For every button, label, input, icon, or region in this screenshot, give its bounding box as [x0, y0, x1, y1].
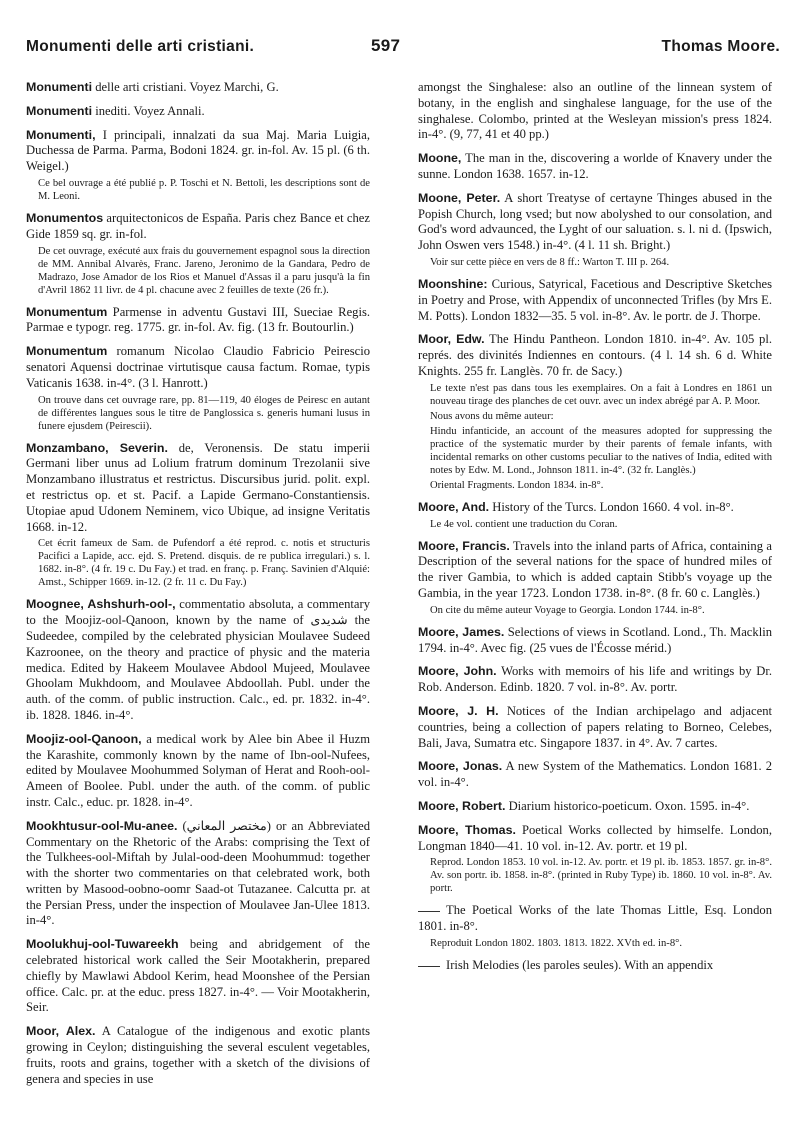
- entry-text: Irish Melodies (les paroles seules). With an appendix: [446, 957, 714, 972]
- entry-heading: Monumenti: [26, 103, 93, 118]
- running-header-right: Thomas Moore.: [661, 38, 780, 55]
- entry-note: On trouve dans cet ouvrage rare, pp. 81—119, 40 éloges de Peiresc en autant de différentes langues sous le titre de Panglossica s. generis humani lusus in funere ejusdem (Peirescii).: [38, 394, 370, 432]
- entry-heading: Moore, J. H.: [418, 703, 499, 718]
- catalog-entry: [418, 277, 772, 324]
- entry-heading: Mookhtusur-ool-Mu-anee.: [26, 818, 178, 833]
- entry-heading: Monumentos: [26, 210, 104, 225]
- entry-text: arquitectonicos de España. Paris chez Bance et chez Gide 1859 sq. gr. in-fol.: [26, 210, 370, 241]
- entry-note: Le texte n'est pas dans tous les exemplaires. On a fait à Londres en 1861 un nouveau tirage des planches de cet ouvr. avec un index abrégé par A. P. Moor.: [430, 382, 772, 407]
- ditto-dash: [418, 911, 440, 912]
- entry-note: Nous avons du même auteur:: [430, 410, 554, 422]
- entry-text: de, Veronensis. De statu imperii Germani liber unus ad Lolium fratrum dominum Trezolanii sive Monzambano illustratus et restrictus. Discursibus jurid. polit. expl. et restrictus op. et st. Pacif. a Lapide Germano-Constantiensis. Utopiae apud Udonem Neminem, vico Ubique, ad insigne Veritatis 1668. in-12.: [26, 440, 370, 534]
- catalog-entry: [26, 819, 370, 930]
- entry-text: a medical work by Alee bin Abee il Huzm the Karashite, commonly known by the name of Ibn-ool-Nufees, edited by Moulavee Moohummed Solyman of Herat and Rooh-ool-Ameen of Boolee. Publ. under the auth. of the comm. of public instr. Calc., educ. pr. 1828. in-4°.: [26, 731, 370, 809]
- entry-text: Notices of the Indian archipelago and adjacent countries, being a collection of papers relating to Borneo, Celebes, Bali, Java, Sumatra etc. Singapore 1837. in 4°. Av. 7 cartes.: [418, 703, 772, 750]
- catalog-entry: [418, 823, 772, 896]
- entry-note: Reproduit London 1802. 1803. 1813. 1822. XVth ed. in-8°.: [430, 937, 682, 949]
- right-column: [418, 80, 772, 982]
- entry-text: The man in the, discovering a worlde of Knavery under the sunne. London 1638. 1657. in-12.: [418, 151, 772, 181]
- left-column: [26, 80, 370, 1095]
- entry-text: inediti. Voyez Annali.: [92, 103, 205, 118]
- entry-text: Works with memoirs of his life and writings by Dr. Rob. Anderson. Edinb. 1820. 7 vol. in-8°. Av. portr.: [418, 664, 772, 695]
- entry-note: Cet écrit fameux de Sam. de Pufendorf a été reprod. c. notis et structuris Pacifici a Lapide, acc. ejd. S. Pretend. disquis. de re publica irregulari.) s. l. 1682. in-8°. (4 fr. 19 c. Du Fay.) et trad. en franç. p. Franç. Savinien d'Alquié: Amst., Schipper 1669. in-12. (2 fr. 11 c. Du Fay.): [38, 538, 370, 589]
- entry-text: Curious, Satyrical, Facetious and Descriptive Sketches in Poetry and Prose, with Appendix of unconnected Trifles (by Mrs E. M. Potts). London 1832—35. 5 vol. in-8°. Av. le portr. de J. Thorpe.: [418, 276, 772, 323]
- entry-text: amongst the Singhalese: also an outline of the linnean system of botany, in the english and singhalese language, for the use of the singhalese. Colombo, printed at the Wesleyan mission's press 1824. in-4°. (9, 77, 41 et 40 pp.): [418, 80, 772, 142]
- entry-text: The Hindu Pantheon. London 1810. in-4°. Av. 105 pl. représ. des divinités Indiennes en contours. (4 l. 14 sh. 6 d. White Knights. 255 fr. Langlès. 70 fr. de Sacy.): [418, 332, 772, 378]
- catalog-entry: [418, 332, 772, 491]
- catalog-entry: [26, 305, 370, 337]
- catalog-entry: [26, 80, 370, 96]
- catalog-entry: [26, 211, 370, 297]
- entry-text: Poetical Works collected by himselfe. London, Longman 1840—41. 10 vol. in-12. Av. portr. et 19 pl.: [418, 822, 772, 853]
- entry-heading: Monumenti: [26, 80, 93, 94]
- catalog-entry: [418, 799, 772, 815]
- catalog-entry: [26, 937, 370, 1016]
- entry-note: Voir sur cette pièce en vers de 8 ff.: Warton T. III p. 264.: [430, 256, 670, 268]
- entry-heading: Moor, Alex.: [26, 1024, 96, 1039]
- entry-note: Ce bel ouvrage a été publié p. P. Toschi et N. Bettoli, les descriptions sont de M. Leoni.: [38, 177, 370, 202]
- catalog-entry: [26, 344, 370, 432]
- entry-text: I principali, innalzati da sua Maj. Maria Luigia, Duchessa de Parma. Parma, Bodoni 1824. gr. in-fol. Av. 15 pl. (6 th. Weigel.): [26, 127, 370, 174]
- entry-note: De cet ouvrage, exécuté aux frais du gouvernement espagnol sous la direction de MM. Annibal Alvarès, Franc. Jareno, Jeronimo de la Gandara, Pedro de Madrazo, Jose Amador de los Rios et Manuel d'Assas il a paru jusqu'à la fin d'Avril 1862 11 livr. de 4 pl. chacune avec 2 feuilles de texte (26 fr.).: [38, 245, 370, 296]
- entry-text: delle arti cristiani. Voyez Marchi, G.: [92, 80, 279, 94]
- entry-text: A short Treatyse of certayne Thinges abused in the Popish Church, long vsed; but now abolyshed to our consolation, and God's word advaunced, the Lyght of our saluation. s. l. ni d. (Ipswich, John Oswen vers 1548.) in-4°. (4 l. 11 sh. Bright.): [418, 190, 773, 253]
- entry-text: romanum Nicolao Claudio Fabricio Peirescio senatori Aquensi doctrinae virtutisque causa factum. Romae, typis Vaticanis 1638. in-4°. (3 l. Hanrott.): [26, 344, 370, 390]
- entry-heading: Moone, Peter.: [418, 190, 501, 205]
- entry-heading: Moone,: [418, 151, 462, 166]
- entry-heading: Moojiz-ool-Qanoon,: [26, 731, 142, 746]
- entry-heading: Moognee, Ashshurh-ool-,: [26, 597, 176, 612]
- catalog-entry: [26, 732, 370, 811]
- catalog-entry: [418, 80, 772, 143]
- entry-heading: Monzambano, Severin.: [26, 440, 168, 455]
- entry-heading: Moore, Francis.: [418, 538, 510, 553]
- catalog-entry: [418, 664, 772, 696]
- entry-text: A new System of the Mathematics. London 1681. 2 vol. in-4°.: [418, 759, 772, 790]
- catalog-entry: [418, 539, 772, 617]
- entry-heading: Moore, Robert.: [418, 798, 506, 813]
- entry-note: On cite du même auteur Voyage to Georgia. London 1744. in-8°.: [430, 604, 705, 616]
- catalog-entry: [418, 500, 772, 531]
- entry-heading: Moore, Jonas.: [418, 759, 503, 774]
- entry-text: Diarium historico-poeticum. Oxon. 1595. in-4°.: [505, 798, 750, 813]
- catalog-entry: [26, 128, 370, 203]
- entry-heading: Moore, Thomas.: [418, 822, 516, 837]
- entry-heading: Moonshine:: [418, 276, 488, 291]
- entry-note: Le 4e vol. contient une traduction du Coran.: [430, 518, 618, 530]
- catalog-entry: [418, 958, 772, 974]
- catalog-entry: [418, 759, 772, 791]
- entry-heading: Moore, James.: [418, 624, 505, 639]
- entry-text: commentatio absoluta, a commentary to the Moojiz-ool-Qanoon, known by the name of شديدى the Sudeedee, compiled by the celebrated physician Moulavee Sudeed Kazroonee, on the theory and practice of physic and the materia medica. Edited by Hakeem Moulavee Abdool Mujeed, Moulavee Ghoolam Mukhdoom, and Moulavee Abdoollah. Publ. under the auth. of the comm. of public instruction. Calc., ed. pr. 1832. in-4°. ib. 1828. 1846. in-4°.: [26, 597, 370, 722]
- catalog-entry: [26, 597, 370, 723]
- entry-text: Selections of views in Scotland. Lond., Th. Macklin 1794. in-4°. Avec fig. (25 vues de l'Écosse mérid.): [418, 624, 772, 655]
- catalog-entry: [26, 104, 370, 120]
- catalog-entry: [26, 1024, 370, 1087]
- catalog-entry: [26, 441, 370, 590]
- entry-heading: Monumentum: [26, 304, 108, 319]
- entry-text: Travels into the inland parts of Africa, containing a Description of the several nations for the space of hundred miles of the river Gambia, to which is added captain Stibb's voyage up the Gambia, in the year 1723. London 1738. in-8°. (8 fr. 60 c. Langlès.): [418, 538, 772, 600]
- entry-text: being and abridgement of the celebrated historical work called the Seir Mootakherin, prepared chiefly by Mawlawi Abdool Kerim, head Moonshee of the Persian office. Calc. pr. at the educ. press 1827. in-4°. — Voir Mootakherin, Seir.: [26, 937, 370, 1015]
- ditto-dash: [418, 966, 440, 967]
- running-header-left: Monumenti delle arti cristiani.: [26, 38, 255, 55]
- entry-note: Reprod. London 1853. 10 vol. in-12. Av. portr. et 19 pl. ib. 1853. 1857. gr. in-8°. Av. son portr. ib. 1858. in-8°. (printed in Ruby Type) ib. 1860. 10 vol. in-8°. Av. portr.: [430, 857, 772, 895]
- entry-note: Hindu infanticide, an account of the measures adopted for suppressing the practice of the systematic murder by their parents of female infants, with incidental remarks on other customs peculiar to the natives of India, edited with notes by Edw. M. Lond., Johnson 1811. in-4°. (32 fr. Langlès.): [430, 425, 772, 476]
- catalog-entry: [418, 903, 772, 950]
- entry-text: A Catalogue of the indigenous and exotic plants growing in Ceylon; distinguishing the several esculent vegetables, fruits, roots and grains, together with a sketch of the divisions of genera and species in use: [26, 1024, 371, 1086]
- entry-text: History of the Turcs. London 1660. 4 vol. in-8°.: [489, 499, 734, 514]
- page-number: 597: [371, 36, 401, 55]
- entry-text: The Poetical Works of the late Thomas Little, Esq. London 1801. in-8°.: [418, 903, 772, 934]
- catalog-entry: [418, 151, 772, 183]
- catalog-entry: [418, 625, 772, 657]
- entry-text: (مختصر المعاني) or an Abbreviated Commentary on the Rhetoric of the Arabs: comprising the Text of the Tulkhees-ool-Miftah by Julal-ood-deen Moohummud: together with the shorter two commentaries on that celebrated work, both written by Masood-oobno-oomr Saad-ot Tutazanee. Calcutta pr. at the Persian Press, under the inspection of Moulavee Jan-Ulee 1813. in-4°.: [26, 818, 370, 928]
- entry-heading: Moore, And.: [418, 499, 490, 514]
- catalog-entry: [418, 704, 772, 751]
- entry-text: Parmense in adventu Gustavi III, Sueciae Regis. Parmae e typogr. reg. 1775. gr. in-fol. Av. fig. (13 fr. Boutourlin.): [26, 304, 370, 335]
- entry-heading: Moore, John.: [418, 664, 497, 679]
- catalog-entry: [418, 191, 772, 269]
- entry-heading: Moolukhuj-ool-Tuwareekh: [26, 937, 179, 952]
- entry-heading: Monumenti,: [26, 127, 96, 142]
- entry-heading: Moor, Edw.: [418, 332, 485, 347]
- entry-heading: Monumentum: [26, 344, 108, 359]
- entry-note: Oriental Fragments. London 1834. in-8°.: [430, 479, 604, 491]
